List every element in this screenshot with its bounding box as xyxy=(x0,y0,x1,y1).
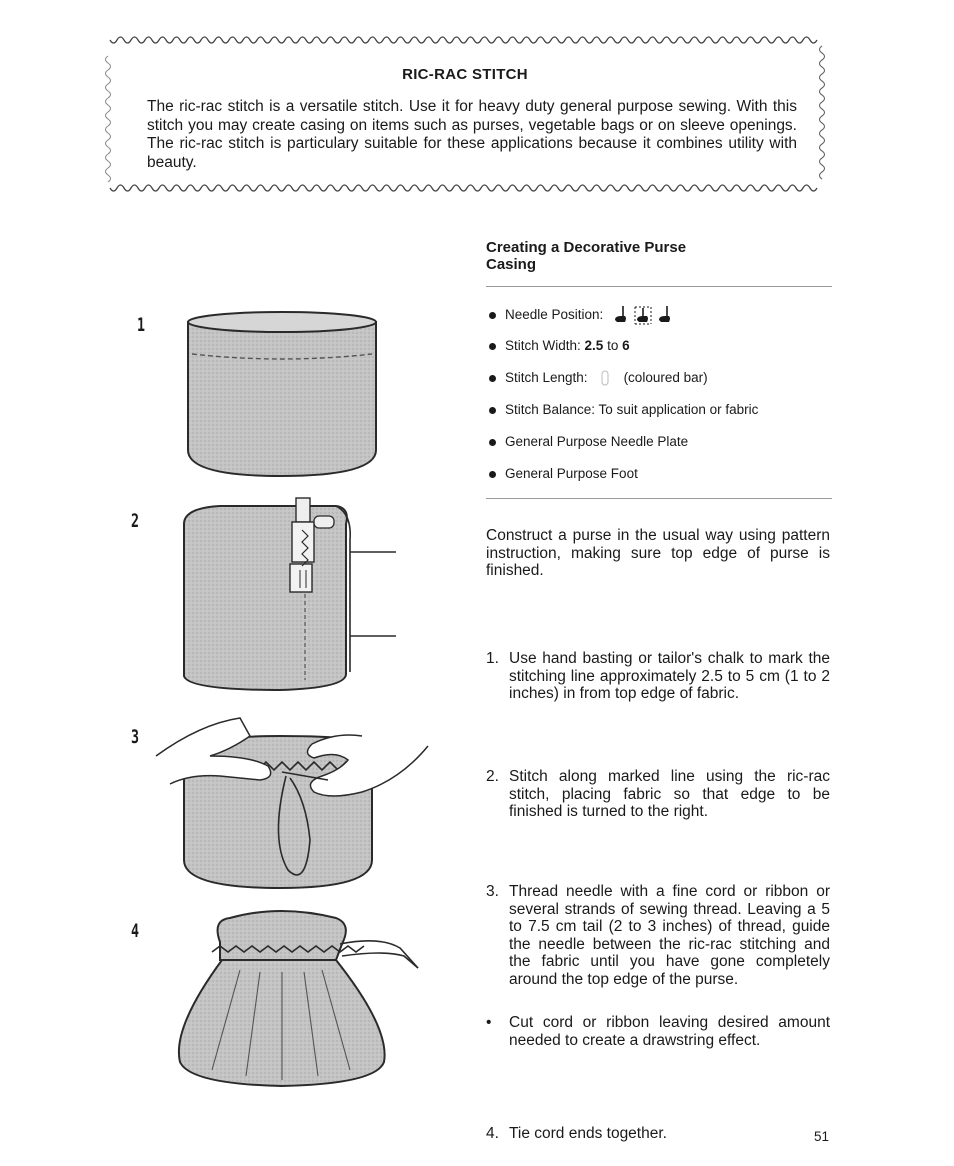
page-number: 51 xyxy=(814,1129,830,1144)
spec-foot: General Purpose Foot xyxy=(486,466,638,482)
intro-body: The ric-rac stitch is a versatile stitch. Use it for heavy duty general purpose sewing. With this stitch you may create casing on items such as purses, vegetable bags or on sleeve openings. The ric-rac stitch is particulary suitable for these applications because it combines utility with beauty. xyxy=(147,98,797,171)
figure-1-purse xyxy=(188,312,376,476)
bullet xyxy=(489,312,496,319)
intro-paragraph: Construct a purse in the usual way using pattern instruction, making sure top edge of purse is finished. xyxy=(486,527,830,579)
figure-3-threading xyxy=(156,718,428,888)
step-2: 2. Stitch along marked line using the ric-rac stitch, placing fabric so that edge to be finished is turned to the right. xyxy=(486,768,830,820)
figure-number-2: 2 xyxy=(131,510,140,532)
bullet xyxy=(489,407,496,414)
spec-needle-plate: General Purpose Needle Plate xyxy=(486,434,688,450)
bullet xyxy=(489,439,496,446)
spec-stitch-width: Stitch Width: 2.5 to 6 xyxy=(486,338,630,354)
section-title: Creating a Decorative Purse Casing xyxy=(486,239,687,273)
needle-position-icons xyxy=(613,304,675,326)
spec-stitch-length: Stitch Length: (coloured bar) xyxy=(486,370,708,386)
step-3: 3. Thread needle with a fine cord or ribbon or several strands of sewing thread. Leaving a 5 to 7.5 cm tail (2 to 3 inches) of thread, guide the needle between the ric-rac stitching and the fabric until you have gone completely around the top edge of the purse. xyxy=(486,883,830,988)
step-4: 4. Tie cord ends together. xyxy=(486,1125,667,1142)
coloured-bar-icon xyxy=(594,370,616,386)
bullet xyxy=(489,375,496,382)
figure-number-4: 4 xyxy=(131,920,140,942)
bullet xyxy=(489,471,496,478)
divider-top xyxy=(486,286,832,287)
intro-box xyxy=(100,26,830,204)
figure-2-sewing xyxy=(184,498,396,690)
spec-needle-position: Needle Position: xyxy=(486,304,675,326)
divider-bottom xyxy=(486,498,832,499)
step-cut-cord: • Cut cord or ribbon leaving desired amount needed to create a drawstring effect. xyxy=(486,1014,830,1049)
figure-number-3: 3 xyxy=(131,726,140,748)
spec-stitch-balance: Stitch Balance: To suit application or fabric xyxy=(486,402,758,418)
intro-title: RIC-RAC STITCH xyxy=(402,66,528,83)
figure-4-drawstring-purse xyxy=(179,911,418,1086)
step-1: 1. Use hand basting or tailor's chalk to mark the stitching line approximately 2.5 to 5 cm (1 to 2 inches) in from top edge of fabric. xyxy=(486,650,830,702)
bullet xyxy=(489,343,496,350)
figure-number-1: 1 xyxy=(137,314,146,336)
purse-illustrations-svg xyxy=(100,280,430,1140)
illustrations xyxy=(100,280,430,1140)
